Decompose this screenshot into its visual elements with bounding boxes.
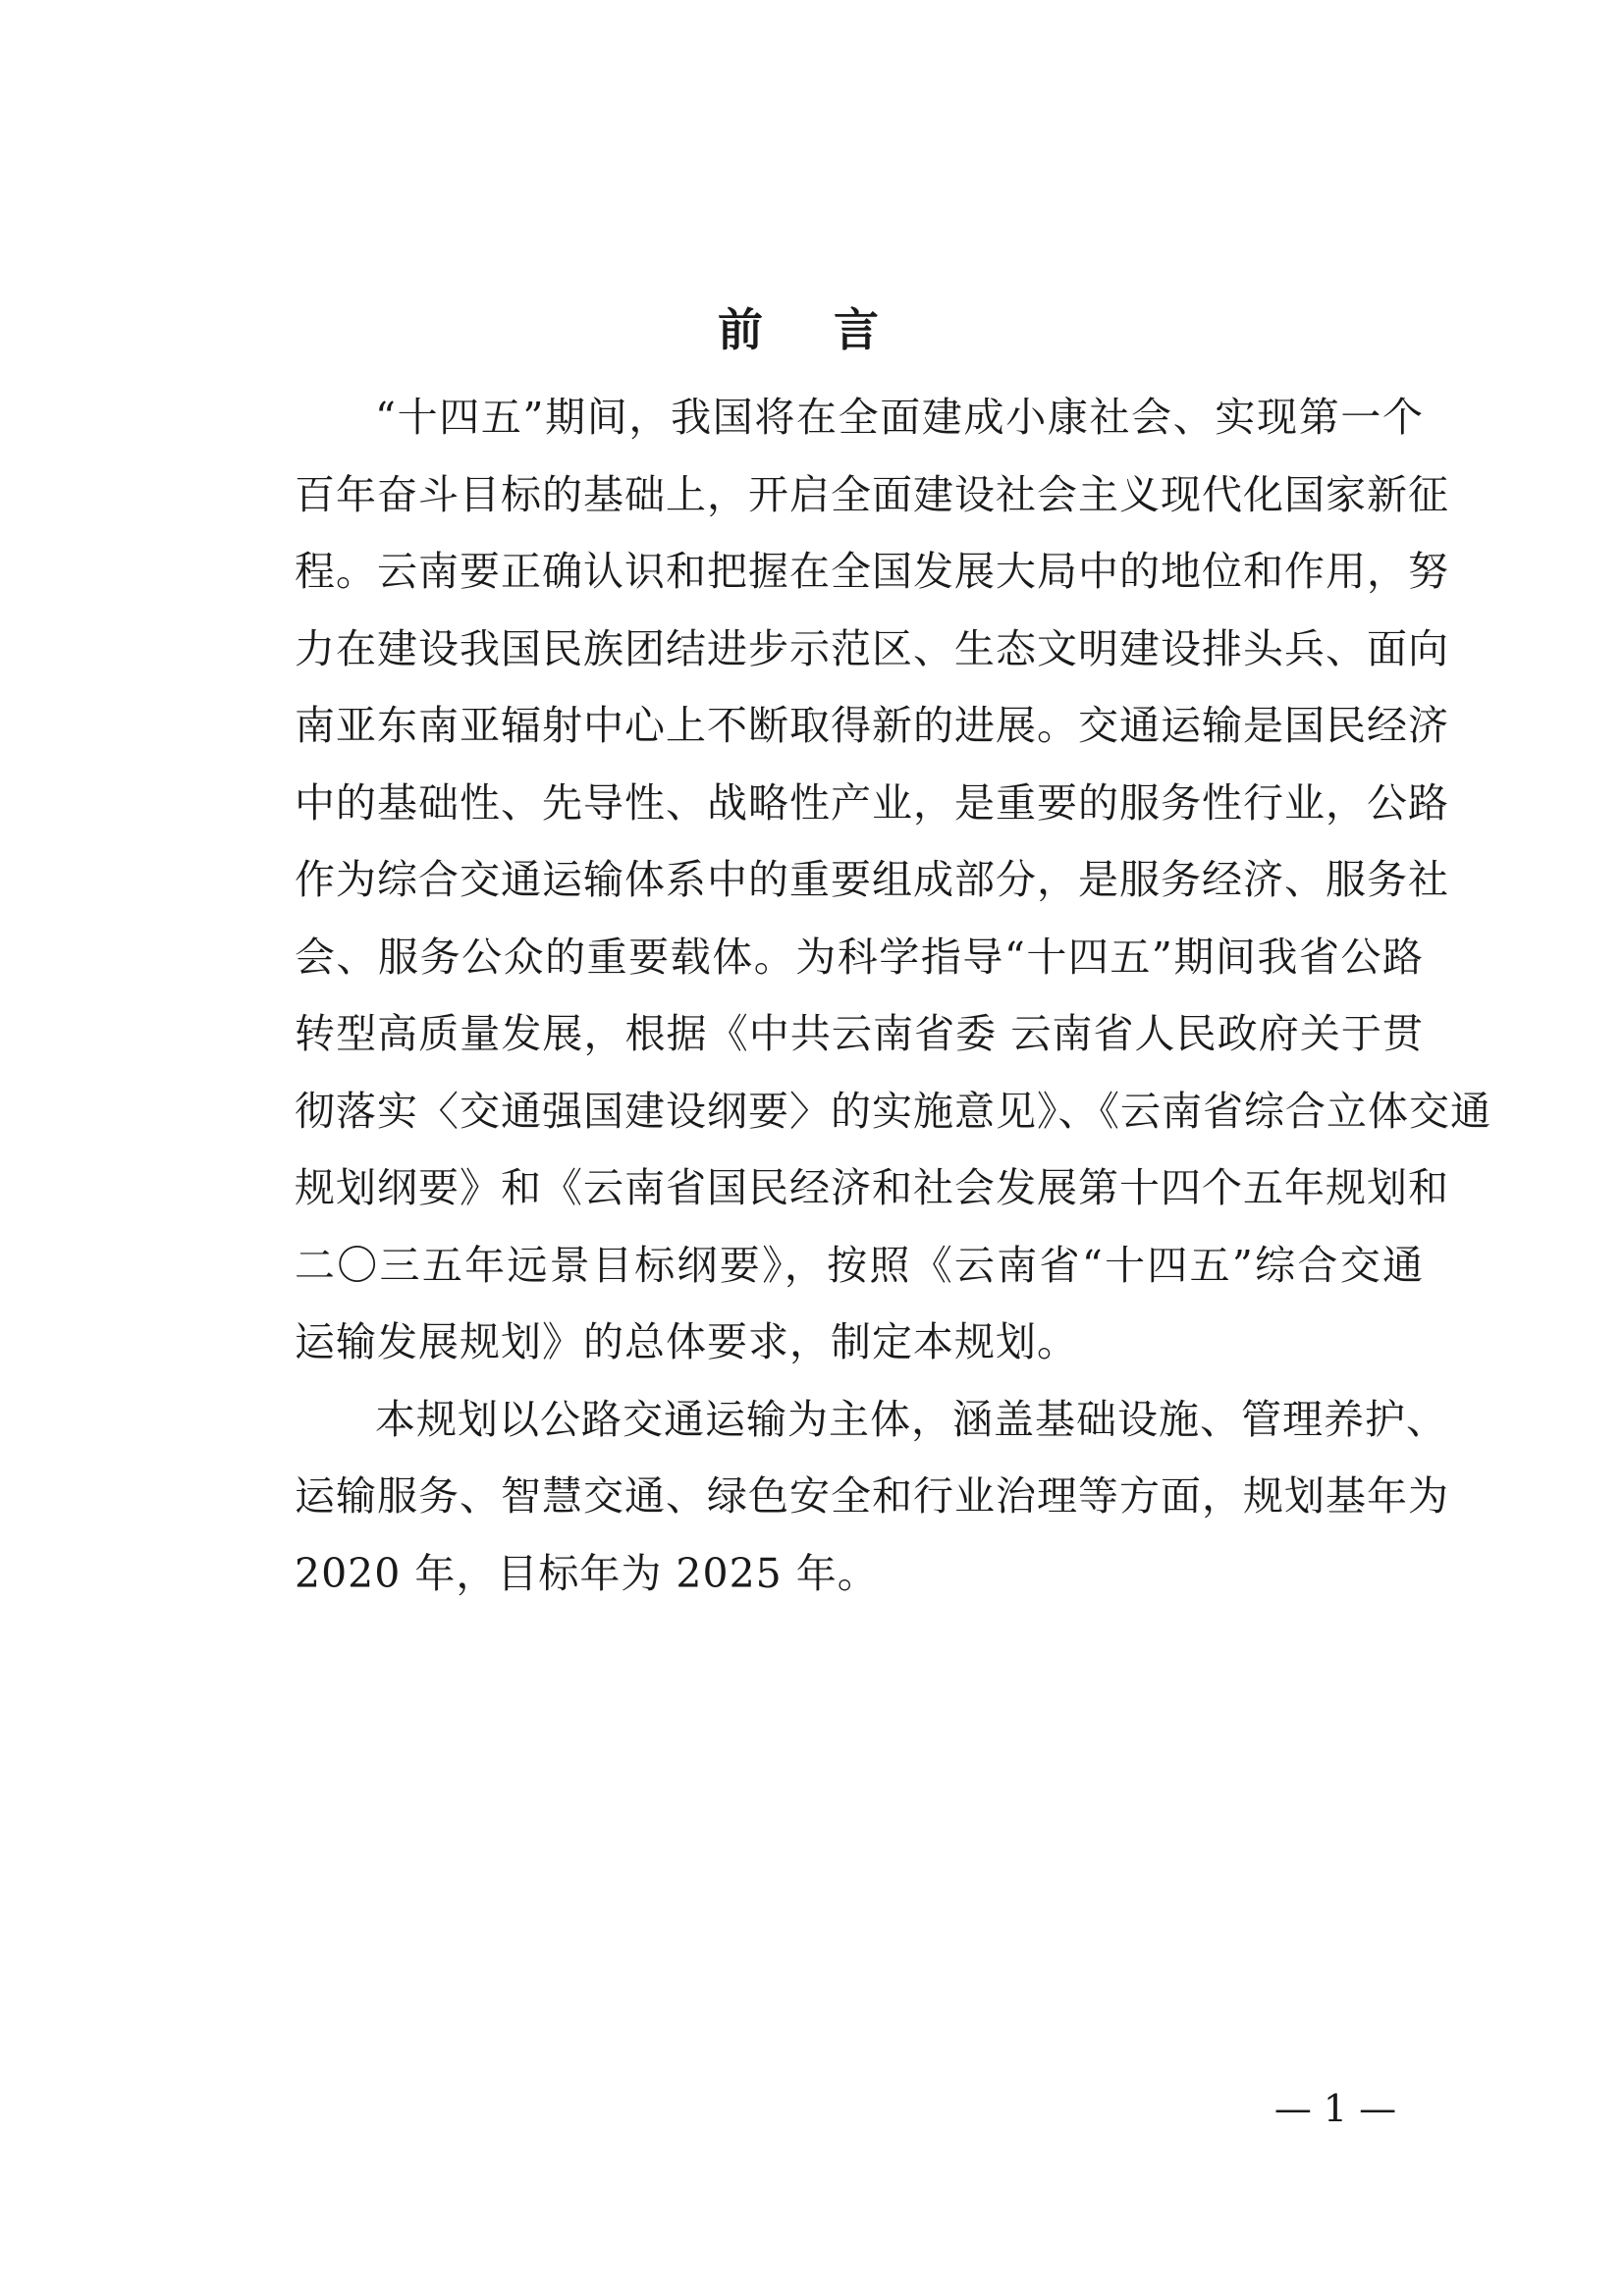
paragraph-line: 运输服务、智慧交通、绿色安全和行业治理等方面，规划基年为: [295, 1472, 1449, 1520]
paragraph-line: 规划纲要》和《云南省国民经济和社会发展第十四个五年规划和: [295, 1164, 1449, 1211]
paragraph-line: 二〇三五年远景目标纲要》，按照《云南省“十四五”综合交通: [295, 1241, 1424, 1289]
paragraph-line: “十四五”期间，我国将在全面建成小康社会、实现第一个: [375, 394, 1424, 441]
paragraph-line: 会、服务公众的重要载体。为科学指导“十四五”期间我省公路: [295, 933, 1424, 981]
paragraph-line: 中的基础性、先导性、战略性产业，是重要的服务性行业，公路: [295, 778, 1449, 827]
paragraph-1: [214, 379, 1491, 1381]
paragraph-line: 2020 年，目标年为 2025 年。: [295, 1549, 879, 1597]
page-number: — 1 —: [1273, 2087, 1397, 2130]
paragraph-line: 作为综合交通运输体系中的重要组成部分，是服务经济、服务社: [295, 856, 1449, 903]
paragraph-line: 力在建设我国民族团结进步示范区、生态文明建设排头兵、面向: [295, 624, 1449, 672]
paragraph-line: 百年奋斗目标的基础上，开启全面建设社会主义现代化国家新征: [295, 470, 1449, 518]
paragraph-line: 彻落实〈交通强国建设纲要〉的实施意见》、《云南省综合立体交通: [295, 1087, 1491, 1135]
paragraph-2: [214, 1381, 1449, 1613]
page-title: 前 言: [717, 303, 906, 356]
paragraph-line: 南亚东南亚辐射中心上不断取得新的进展。交通运输是国民经济: [295, 702, 1449, 749]
paragraph-line: 本规划以公路交通运输为主体，涵盖基础设施、管理养护、: [375, 1395, 1447, 1443]
paragraph-line: 程。云南要正确认识和把握在全国发展大局中的地位和作用，努: [295, 548, 1449, 595]
paragraph-line: 转型高质量发展，根据《中共云南省委 云南省人民政府关于贯: [295, 1010, 1424, 1057]
body-text: [214, 379, 1491, 1612]
paragraph-line: 运输发展规划》的总体要求，制定本规划。: [295, 1318, 1078, 1365]
